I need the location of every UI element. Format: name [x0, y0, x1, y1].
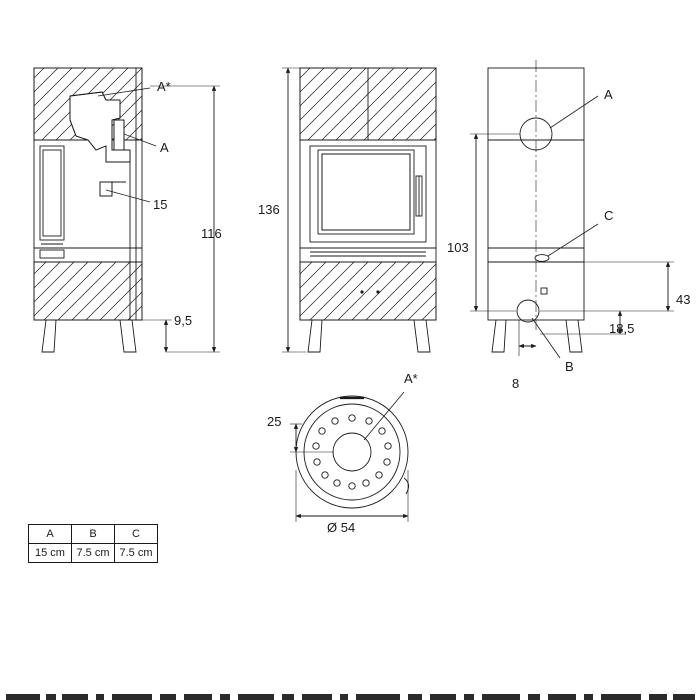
table-row-headers — [29, 525, 158, 544]
legend-header-c: C — [115, 525, 158, 544]
label-rear-185: 18,5 — [609, 321, 635, 336]
legend-header-b: B — [72, 525, 115, 544]
legend-value-a: 15 cm — [29, 544, 72, 563]
label-side-15: 15 — [153, 197, 168, 212]
label-front-136: 136 — [258, 202, 280, 217]
legend-value-b: 7.5 cm — [72, 544, 115, 563]
legend-table — [28, 524, 158, 563]
label-rear-103: 103 — [447, 240, 469, 255]
label-rear-8: 8 — [512, 376, 520, 391]
label-rear-43: 43 — [676, 292, 691, 307]
legend-value-c: 7.5 cm — [115, 544, 158, 563]
label-top-diameter: Ø 54 — [327, 520, 356, 535]
label-top-astar: A* — [404, 371, 418, 386]
label-rear-a: A — [604, 87, 613, 102]
top-view — [290, 392, 409, 522]
label-side-a: A — [160, 140, 169, 155]
rear-view — [470, 60, 674, 358]
label-side-astar: A* — [157, 79, 171, 94]
label-top-25: 25 — [267, 414, 282, 429]
front-view — [282, 68, 436, 352]
side-section-view — [34, 68, 220, 352]
footer-colour-strip — [0, 692, 700, 700]
legend-header-a: A — [29, 525, 72, 544]
label-side-116: 116 — [201, 226, 222, 241]
table-row-values — [29, 544, 158, 563]
label-rear-c: C — [604, 208, 614, 223]
label-rear-b: B — [565, 359, 574, 374]
label-side-95: 9,5 — [174, 313, 193, 328]
